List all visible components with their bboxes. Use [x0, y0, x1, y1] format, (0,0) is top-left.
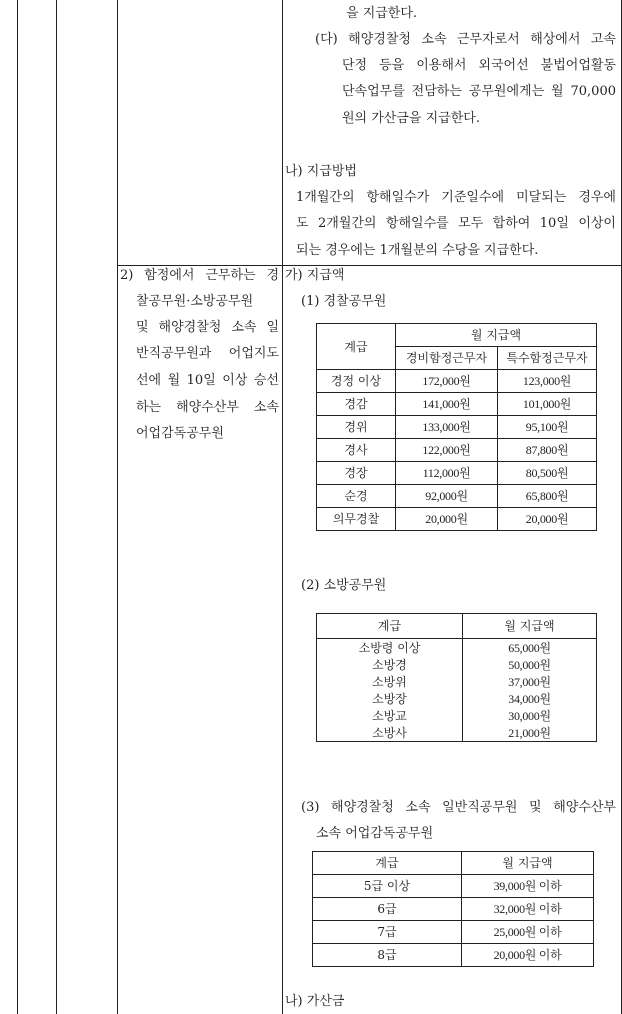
header-grade: 계급: [313, 852, 462, 875]
civil-allowance-table: [312, 851, 594, 967]
cell-special-amount: 20,000원: [498, 508, 597, 531]
subheading-civil-cont: 소속 어업감독공무원: [316, 826, 434, 841]
header-monthly: 월 지급액: [462, 852, 594, 875]
table-row: [317, 639, 597, 657]
table-row: [313, 875, 594, 898]
header-monthly: 월 지급액: [463, 614, 597, 639]
cell-special-amount: 101,000원: [498, 393, 597, 416]
section-heading-bonus: 나) 가산금: [285, 994, 345, 1009]
cell-grade: 8급: [313, 944, 462, 967]
text-line: 단속업무를 전담하는 공무원에게는 월 70,000: [342, 84, 616, 99]
table-row: [317, 656, 597, 673]
cell-grade: 5급 이상: [313, 875, 462, 898]
table-row: [317, 370, 597, 393]
police-allowance-table: [316, 323, 597, 531]
subheading-fire: (2) 소방공무원: [301, 578, 387, 593]
cell-grade: 경감: [317, 393, 396, 416]
cell-grade: 소방위: [372, 674, 407, 689]
table-row-divider: [117, 265, 622, 266]
text-line: 을 지급한다.: [346, 6, 418, 21]
fire-allowance-table: [316, 613, 597, 742]
header-grade: 계급: [317, 324, 396, 370]
table-row: [317, 462, 597, 485]
cell-grade: 경장: [317, 462, 396, 485]
text-line: 단정 등을 이용해서 외국어선 불법어업활동: [342, 58, 616, 73]
cell-special-amount: 65,800원: [498, 485, 597, 508]
cell-amount: 34,000원: [463, 690, 597, 707]
cell-grade: 소방사: [372, 725, 407, 740]
cell-grade: 경위: [317, 416, 396, 439]
cell-amount: 20,000원 이하: [462, 944, 594, 967]
cell-grade: 소방장: [372, 691, 407, 706]
left-col-line: 어업감독공무원: [136, 426, 224, 441]
section-heading-method: 나) 지급방법: [285, 164, 357, 179]
left-col-line: 찰공무원·소방공무원: [136, 294, 254, 309]
table-row: [317, 485, 597, 508]
table-border-col3: [117, 0, 118, 1014]
header-monthly: 월 지급액: [396, 324, 597, 347]
left-col-line: 2) 함정에서 근무하는 경: [120, 268, 279, 283]
header-guard-ship: 경비함정근무자: [396, 347, 498, 370]
cell-grade: 6급: [313, 898, 462, 921]
cell-guard-amount: 133,000원: [396, 416, 498, 439]
cell-grade: 경사: [317, 439, 396, 462]
cell-guard-amount: 122,000원: [396, 439, 498, 462]
cell-guard-amount: 112,000원: [396, 462, 498, 485]
cell-amount: 21,000원: [463, 724, 597, 742]
cell-special-amount: 80,500원: [498, 462, 597, 485]
table-row: [317, 439, 597, 462]
cell-guard-amount: 20,000원: [396, 508, 498, 531]
section-heading-amount: 가) 지급액: [285, 268, 345, 283]
cell-amount: 25,000원 이하: [462, 921, 594, 944]
text-line: 1개월간의 항해일수가 기준일수에 미달되는 경우에: [296, 190, 616, 205]
table-border-col1: [17, 0, 18, 1014]
cell-guard-amount: 92,000원: [396, 485, 498, 508]
header-special-ship: 특수함정근무자: [498, 347, 597, 370]
table-row: [317, 707, 597, 724]
cell-grade: 소방교: [372, 708, 407, 723]
subheading-police: (1) 경찰공무원: [301, 294, 387, 309]
table-row: [317, 724, 597, 742]
table-row: [317, 690, 597, 707]
table-border-col2: [56, 0, 57, 1014]
cell-guard-amount: 141,000원: [396, 393, 498, 416]
table-row: [313, 898, 594, 921]
table-row: [317, 393, 597, 416]
cell-grade: 순경: [317, 485, 396, 508]
table-row: [317, 508, 597, 531]
cell-amount: 65,000원: [463, 639, 597, 657]
cell-amount: 30,000원: [463, 707, 597, 724]
subheading-civil: (3) 해양경찰청 소속 일반직공무원 및 해양수산부: [301, 800, 616, 815]
cell-grade: 의무경찰: [317, 508, 396, 531]
header-grade: 계급: [317, 614, 463, 639]
cell-grade: 소방경: [372, 657, 407, 672]
cell-special-amount: 123,000원: [498, 370, 597, 393]
text-line: 도 2개월간의 항해일수를 모두 합하여 10일 이상이: [296, 216, 616, 231]
cell-guard-amount: 172,000원: [396, 370, 498, 393]
item-d-heading: (다) 해양경찰청 소속 근무자로서 해상에서 고속: [315, 32, 616, 47]
cell-amount: 32,000원 이하: [462, 898, 594, 921]
left-col-line: 하는 해양수산부 소속: [136, 400, 279, 415]
left-col-line: 및 해양경찰청 소속 일: [136, 320, 279, 335]
table-row: [313, 944, 594, 967]
table-border-col4: [282, 0, 283, 1014]
cell-special-amount: 95,100원: [498, 416, 597, 439]
cell-amount: 39,000원 이하: [462, 875, 594, 898]
table-row: [317, 416, 597, 439]
text-line: 원의 가산금을 지급한다.: [342, 111, 480, 126]
text-line: 되는 경우에는 1개월분의 수당을 지급한다.: [296, 243, 539, 258]
cell-grade: 7급: [313, 921, 462, 944]
cell-amount: 50,000원: [463, 656, 597, 673]
left-col-line: 선에 월 10일 이상 승선: [136, 373, 279, 388]
table-row: [313, 921, 594, 944]
cell-special-amount: 87,800원: [498, 439, 597, 462]
table-row: [317, 673, 597, 690]
left-col-line: 반직공무원과 어업지도: [136, 346, 279, 361]
cell-grade: 소방령 이상: [358, 640, 421, 655]
cell-grade: 경정 이상: [317, 370, 396, 393]
cell-amount: 37,000원: [463, 673, 597, 690]
